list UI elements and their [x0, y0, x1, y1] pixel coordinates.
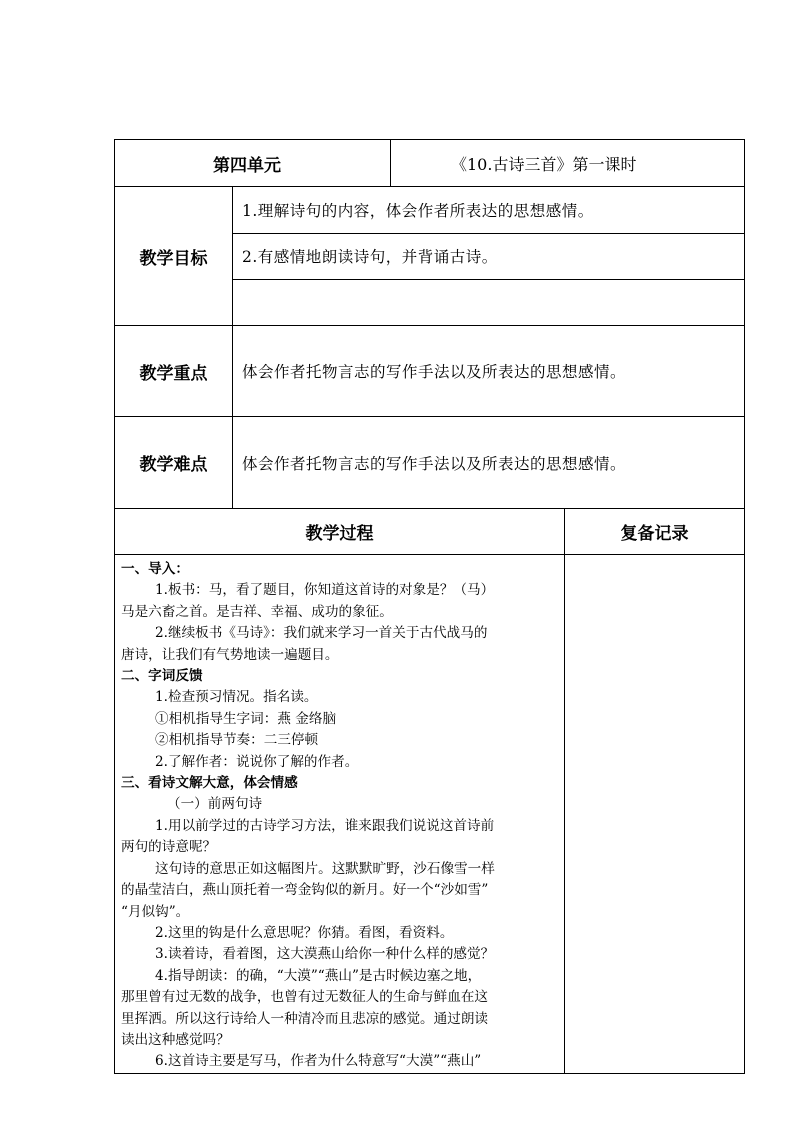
- difficulty-label: 教学难点: [115, 417, 233, 509]
- section-1-title: 一、导入：: [121, 561, 189, 577]
- key-point-label: 教学重点: [115, 326, 233, 417]
- line: 马是六畜之首。是吉祥、幸福、成功的象征。: [121, 603, 393, 620]
- notes-heading: 复备记录: [565, 509, 745, 555]
- objective-item-1: 1.理解诗句的内容，体会作者所表达的思想感情。: [233, 187, 745, 233]
- difficulty-text: 体会作者托物言志的写作手法以及所表达的思想感情。: [233, 417, 745, 509]
- line: 的晶莹洁白，燕山顶托着一弯金钩似的新月。好一个“沙如雪”: [121, 882, 489, 899]
- line: ②相机指导节奏：二三停顿: [155, 732, 319, 749]
- line: 2.了解作者：说说你了解的作者。: [155, 753, 359, 770]
- notes-cell: [565, 555, 745, 1074]
- line: 两句的诗意呢？: [121, 839, 217, 856]
- lesson-title: 《10.古诗三首》第一课时: [391, 140, 745, 187]
- objectives-label: 教学目标: [115, 187, 233, 326]
- line: 读出这种感觉吗？: [121, 1031, 230, 1048]
- section-2-title: 二、字词反馈: [121, 668, 203, 685]
- objective-item-2: 2.有感情地朗读诗句，并背诵古诗。: [233, 233, 745, 279]
- line: ①相机指导生字词：燕 金络脑: [155, 710, 337, 727]
- line: 2.继续板书《马诗》：我们就来学习一首关于古代战马的: [155, 625, 488, 642]
- key-point-text: 体会作者托物言志的写作手法以及所表达的思想感情。: [233, 326, 745, 417]
- subsection-title: （一）前两句诗: [167, 796, 263, 813]
- line: 那里曾有过无数的战争，也曾有过无数征人的生命与鲜血在这: [121, 989, 489, 1006]
- line: “月似钩”。: [121, 903, 190, 920]
- line: 1.检查预习情况。指名读。: [155, 689, 318, 706]
- line: 6.这首诗主要是写马，作者为什么特意写“大漠”“燕山”: [155, 1053, 482, 1070]
- line: 1.用以前学过的古诗学习方法，谁来跟我们说说这首诗前: [155, 817, 495, 834]
- line: 1.板书：马，看了题目，你知道这首诗的对象是？（马）: [155, 582, 495, 599]
- section-3-title: 三、看诗文解大意，体会情感: [121, 775, 298, 792]
- process-heading: 教学过程: [115, 509, 565, 555]
- objective-item-3: [233, 279, 745, 325]
- process-table: [114, 508, 745, 1074]
- line: 唐诗，让我们有气势地读一遍题目。: [121, 646, 339, 663]
- line: 这句诗的意思正如这幅图片。这默默旷野，沙石像雪一样: [155, 860, 495, 877]
- lesson-info-table: [114, 139, 745, 509]
- line: 4.指导朗读：的确，“大漠”“燕山”是古时候边塞之地，: [155, 967, 482, 984]
- process-content: [115, 555, 565, 1074]
- line: 2.这里的钩是什么意思呢？你猜。看图，看资料。: [155, 924, 454, 941]
- unit-title: 第四单元: [115, 140, 391, 187]
- line: 3.读着诗，看着图，这大漠燕山给你一种什么样的感觉？: [155, 946, 495, 963]
- line: 里挥洒。所以这行诗给人一种清冷而且悲凉的感觉。通过朗读: [121, 1010, 489, 1027]
